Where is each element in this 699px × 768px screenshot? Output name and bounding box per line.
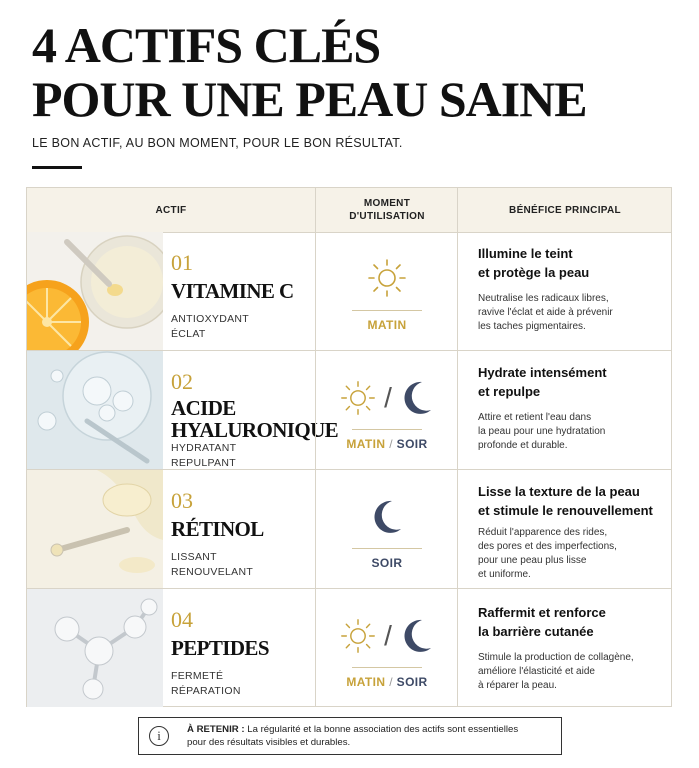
title-underline [32,166,82,169]
actif-cell [27,232,315,350]
benefit-description: Neutralise les radicaux libres, ravive l'éclat et aide à prévenir les taches pigmentaires. [478,293,613,332]
moon-icon [370,498,404,536]
column-header-benefice: BÉNÉFICE PRINCIPAL [457,188,672,232]
benefit-description: Stimule la production de collagène, améliore l'élasticité et aide à réparer la peau. [478,652,634,691]
actif-cell [27,351,339,469]
benefit-title: Lisse la texture de la peau et stimule le renouvellement [478,484,653,518]
subtitle: LE BON ACTIF, AU BON MOMENT, POUR LE BON RÉSULTAT. [32,136,403,150]
table-row [27,351,671,470]
benefit-description: Réduit l'apparence des rides, des pores et des imperfections, pour une peau plus lisse et uniforme. [478,527,617,580]
actif-name: VITAMINE C [171,279,294,303]
vitamin-c-image [27,232,163,350]
actif-name: RÉTINOL [171,517,264,541]
sun-icon [340,618,376,654]
icon-separator: / [384,382,392,413]
reminder-note [138,717,562,755]
actif-number: 04 [171,607,193,632]
moon-icon [400,379,434,417]
actif-name: ACIDE HYALURONIQUE [171,396,339,442]
actif-tags: ANTIOXYDANT ÉCLAT [171,313,249,340]
actif-number: 01 [171,250,193,275]
actif-number: 03 [171,488,193,513]
sun-icon [340,380,376,416]
moment-label: MATIN / SOIR [346,437,428,451]
actif-tags: LISSANT RENOUVELANT [171,551,254,578]
actif-number: 02 [171,369,193,394]
moment-label: SOIR [371,556,403,570]
benefit-cell [457,589,672,707]
benefit-description: Attire et retient l'eau dans la peau pour une hydratation profonde et durable. [478,412,606,451]
moment-cell [315,589,458,707]
moment-cell [315,351,458,469]
column-header-moment: MOMENT D'UTILISATION [315,188,458,232]
title-line-1: 4 ACTIFS CLÉS [32,17,381,73]
benefit-title: Illumine le teint et protège la peau [478,246,590,280]
table-row [27,470,671,589]
moment-cell [315,232,458,350]
moment-label: MATIN / SOIR [346,675,428,689]
actif-name: PEPTIDES [171,636,269,660]
retinol-image [27,470,163,588]
actives-table [26,187,672,707]
actif-cell [27,470,315,588]
benefit-cell [457,232,672,350]
table-header [27,188,671,233]
actif-tags: HYDRATANT REPULPANT [171,442,237,469]
benefit-cell [457,351,672,469]
benefit-title: Hydrate intensément et repulpe [478,365,607,399]
benefit-cell [457,470,672,588]
page-title [32,18,672,126]
peptides-image [27,589,163,707]
icon-separator: / [384,620,392,651]
hyaluronic-acid-image [27,351,163,469]
info-icon: i [149,726,169,746]
title-line-2: POUR UNE PEAU SAINE [32,71,587,127]
actif-tags: FERMETÉ RÉPARATION [171,670,241,697]
actif-cell [27,589,315,707]
reminder-text: À RETENIR : La régularité et la bonne association des actifs sont essentielles pour des résultats visibles et durables. [187,724,519,748]
table-row [27,232,671,351]
sun-icon [367,258,407,298]
moment-label: MATIN [367,318,407,332]
table-row [27,589,671,707]
moon-icon [400,617,434,655]
benefit-title: Raffermit et renforce la barrière cutanée [478,605,606,639]
moment-cell [315,470,458,588]
column-header-actif: ACTIF [155,204,187,216]
